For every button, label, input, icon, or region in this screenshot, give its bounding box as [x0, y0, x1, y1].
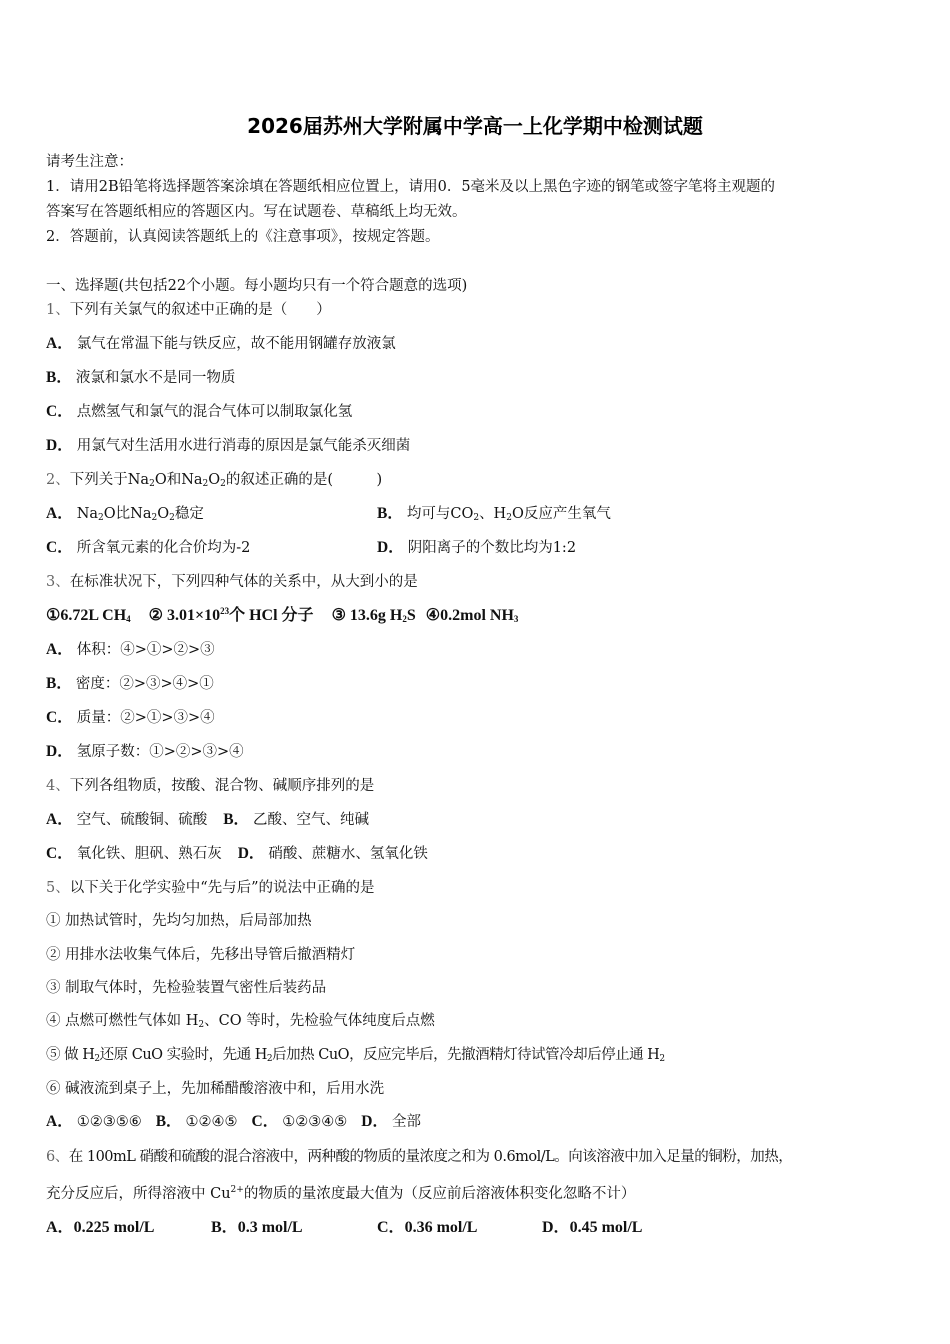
question-5-statement-1: ① 加热试管时，先均匀加热，后局部加热 [46, 913, 312, 929]
question-2-stem: 2、下列关于$Na_2O$和$Na_2O_2$的叙述正确的是( ) [46, 472, 383, 489]
question-2-option-a: A． $Na_2O$比$Na_2O_2$稳定 [46, 505, 204, 523]
question-number: 1、 [46, 302, 70, 318]
question-3-option-c: C． 质量：②>①>③>④ [46, 709, 215, 726]
notice-item-1-line-1: 1．请用2B铅笔将选择题答案涂填在答题纸相应位置上，请用0．5毫米及以上黑色字迹的钢笔或签字笔将主观题的 [46, 179, 776, 195]
question-3-option-d: D． 氢原子数：①>②>③>④ [46, 743, 244, 760]
question-6-stem-line-1: 6、在 100mL 硝酸和硫酸的混合溶液中，两种酸的物质的量浓度之和为 0.6mol/L。向该溶液中加入足量的铜粉，加热， [46, 1149, 793, 1165]
question-6-option-a: A．0.225 mol/L [46, 1219, 155, 1236]
question-4-stem: 4、下列各组物质，按酸、混合物、碱顺序排列的是 [46, 778, 375, 794]
question-2-options-row-1 [46, 504, 926, 524]
question-4-option-d: D． 硝酸、蔗糖水、氢氧化铁 [237, 845, 428, 862]
notice-item-2: 2．答题前，认真阅读答题纸上的《注意事项》，按规定答题。 [46, 229, 440, 245]
question-4-options-row-2 [46, 844, 428, 864]
notice-item-1-line-2: 答案写在答题纸相应的答题区内。写在试题卷、草稿纸上均无效。 [46, 204, 467, 220]
question-5-option-c: C． ①②③④⑤ [251, 1113, 348, 1130]
question-1-option-a: A． 氯气在常温下能与铁反应，故不能用钢罐存放液氯 [46, 335, 396, 352]
question-1-option-b: B． 液氯和氯水不是同一物质 [46, 369, 236, 386]
question-5-statement-2: ② 用排水法收集气体后，先移出导管后撤酒精灯 [46, 947, 356, 963]
question-4-option-c: C． 氧化铁、胆矾、熟石灰 [46, 845, 222, 862]
question-5-option-a: A． ①②③⑤⑥ [46, 1113, 142, 1130]
question-4-option-a: A． 空气、硫酸铜、硫酸 [46, 811, 208, 828]
question-1-option-c: C． 点燃氢气和氯气的混合气体可以制取氯化氢 [46, 403, 353, 420]
question-6-stem-line-2: 充分反应后，所得溶液中 $Cu^{2+}$的物质的量浓度最大值为（反应前后溶液体积变化忽略不计） [46, 1185, 636, 1202]
question-2-option-b: B． 均可与$CO_2$、$H_2O$反应产生氧气 [377, 505, 611, 523]
question-6-option-d: D．0.45 mol/L [542, 1219, 643, 1236]
section-heading: 一、选择题(共包括22个小题。每小题均只有一个符合题意的选项) [46, 278, 468, 294]
question-1-stem: 1、下列有关氯气的叙述中正确的是（ ） [46, 302, 331, 318]
question-2-option-d: D． 阴阳离子的个数比均为1:2 [377, 539, 577, 556]
notice-heading: 请考生注意： [46, 154, 133, 170]
question-3-gases: ①6.72L $CH_4$ ② $3.01\times 10^{23}$个 HCl 分子 ③ 13.6g $H_2S$ ④0.2mol $NH_3$ [46, 606, 519, 624]
question-5-statement-6: ⑥ 碱液流到桌子上，先加稀醋酸溶液中和，后用水洗 [46, 1081, 385, 1097]
question-2-option-c: C． 所含氧元素的化合价均为-2 [46, 539, 251, 556]
question-3-option-a: A． 体积：④>①>②>③ [46, 641, 215, 658]
question-4-option-b: B． 乙酸、空气、纯碱 [223, 811, 370, 828]
question-6-option-c: C．0.36 mol/L [377, 1219, 478, 1236]
question-6-option-b: B．0.3 mol/L [211, 1219, 303, 1236]
question-5-options [46, 1112, 421, 1132]
question-5-option-b: B． ①②④⑤ [155, 1113, 238, 1130]
question-5-stem: 5、以下关于化学实验中“先与后”的说法中正确的是 [46, 880, 375, 896]
page-title: 2026届苏州大学附属中学高一上化学期中检测试题 [247, 114, 703, 138]
question-5-statement-3: ③ 制取气体时，先检验装置气密性后装药品 [46, 980, 327, 996]
question-4-options-row-1 [46, 810, 369, 830]
question-2-options-row-2 [46, 538, 926, 558]
question-3-option-b: B． 密度：②>③>④>① [46, 675, 214, 692]
question-3-stem: 3、在标准状况下，下列四种气体的关系中，从大到小的是 [46, 574, 418, 590]
question-5-statement-4: ④ 点燃可燃性气体如 $H_2$、CO 等时，先检验气体纯度后点燃 [46, 1013, 435, 1030]
question-5-option-d: D． 全部 [361, 1113, 421, 1130]
question-5-statement-5: ⑤ 做 $H_2$还原 CuO 实验时，先通 $H_2$后加热 CuO，反应完毕后，先撤酒精灯待试管冷却后停止通 $H_2$ [46, 1047, 665, 1064]
question-1-option-d: D． 用氯气对生活用水进行消毒的原因是氯气能杀灭细菌 [46, 437, 411, 454]
